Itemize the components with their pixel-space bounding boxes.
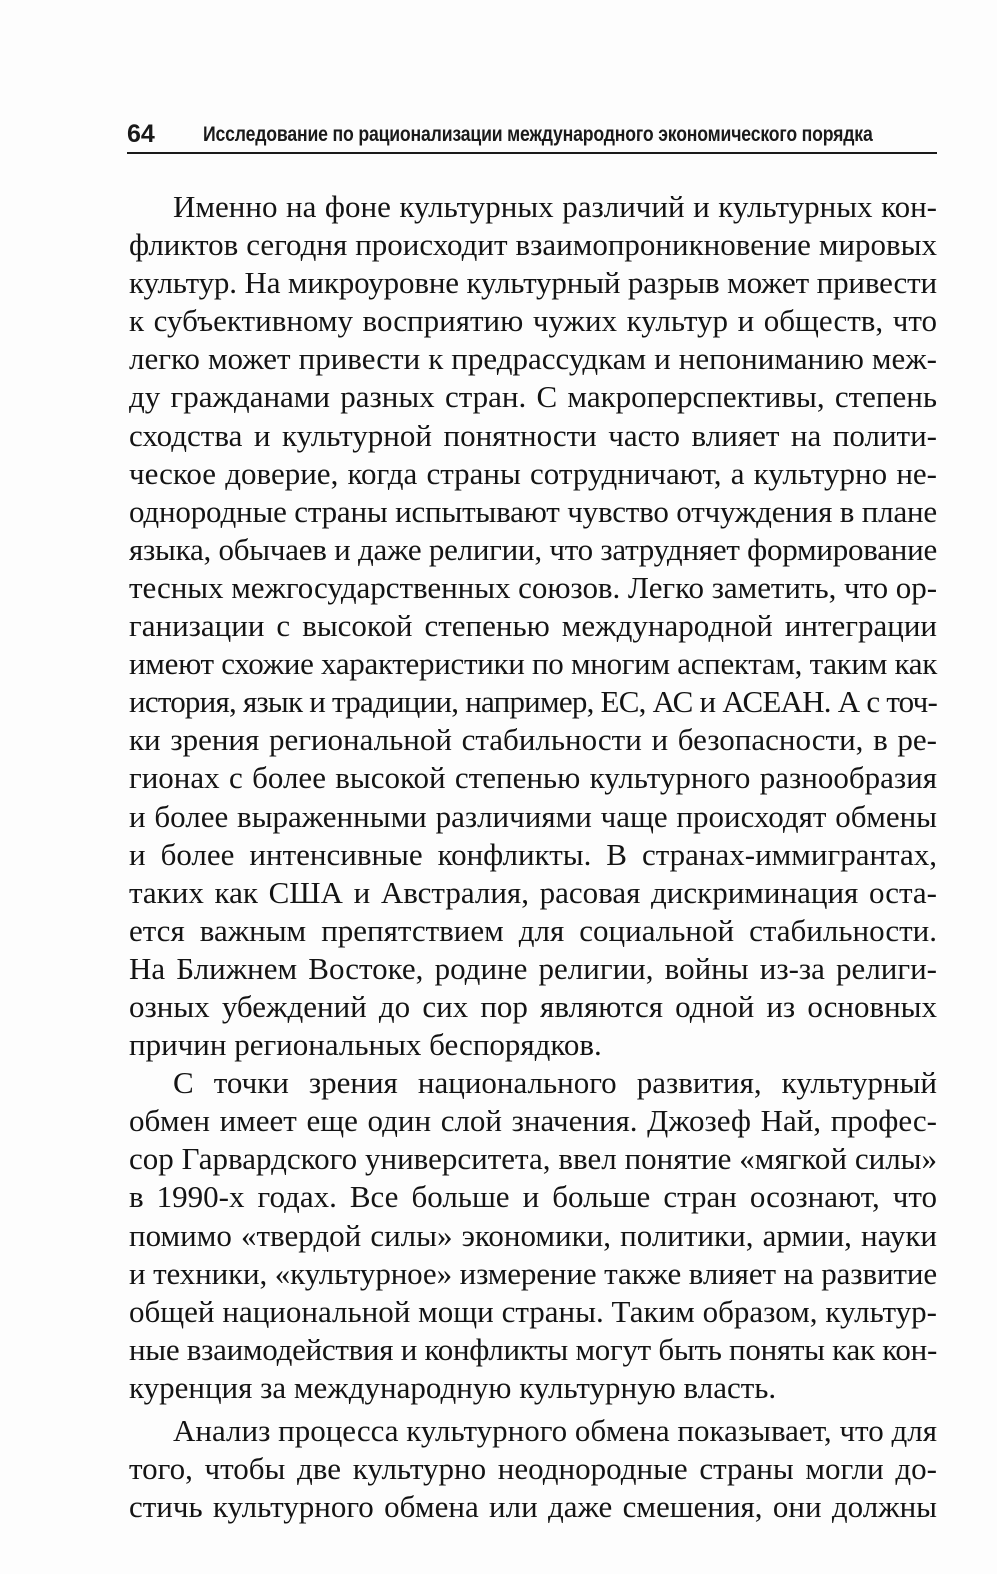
text-line: и техники, «культурное» измерение также влияет на развитие: [129, 1255, 937, 1291]
text-line: имеют схожие характеристики по многим аспектам, таким как: [129, 646, 937, 682]
page-number: 64: [127, 120, 155, 148]
body-text: [129, 188, 937, 1526]
running-header: [127, 112, 937, 154]
text-line: того, чтобы две культурно неоднородные страны могли до-: [129, 1451, 937, 1487]
text-line: обмен имеет еще один слой значения. Джозеф Най, профес-: [129, 1103, 937, 1139]
text-line: однородные страны испытывают чувство отчуждения в плане: [129, 493, 938, 529]
text-line: к субъективному восприятию чужих культур и обществ, что: [129, 303, 937, 339]
text-line: причин региональных беспорядков.: [129, 1027, 602, 1063]
running-title: Исследование по рационализации международного экономического порядка: [203, 123, 873, 146]
text-line: фликтов сегодня происходит взаимопроникновение мировых: [129, 227, 937, 263]
text-line: стичь культурного обмена или даже смешения, они должны: [129, 1489, 937, 1525]
text-line: общей национальной мощи страны. Таким образом, культур-: [129, 1293, 937, 1329]
paragraph-1: [129, 188, 937, 1064]
text-line: Именно на фоне культурных различий и культурных кон-: [173, 189, 937, 224]
text-line: и более выраженными различиями чаще происходят обмены: [129, 798, 937, 834]
text-line: языка, обычаев и даже религии, что затрудняет формирование: [129, 531, 937, 567]
text-line: ганизации с высокой степенью международной интеграции: [129, 608, 937, 644]
text-line: сор Гарвардского университета, ввел понятие «мягкой силы»: [129, 1141, 937, 1177]
text-line: культур. На микроуровне культурный разрыв может привести: [129, 265, 937, 301]
text-line: и более интенсивные конфликты. В странах-иммигрантах,: [129, 836, 937, 872]
text-line: таких как США и Австралия, расовая дискриминация оста-: [129, 874, 937, 910]
text-line: ные взаимодействия и конфликты могут быть поняты как кон-: [129, 1331, 937, 1367]
text-line: На Ближнем Востоке, родине религии, войны из-за религи-: [129, 950, 937, 986]
paragraph-3: [129, 1412, 937, 1526]
text-line: Анализ процесса культурного обмена показывает, что для: [173, 1413, 937, 1448]
text-line: сходства и культурной понятности часто влияет на полити-: [129, 417, 937, 453]
text-line: ду гражданами разных стран. С макроперспективы, степень: [129, 379, 937, 415]
text-line: история, язык и традиции, например, ЕС, АС и АСЕАН. А с точ-: [129, 684, 937, 720]
text-line: в 1990-х годах. Все больше и больше стран осознают, что: [129, 1179, 937, 1215]
text-line: озных убеждений до сих пор являются одной из основных: [129, 988, 937, 1024]
text-line: ки зрения региональной стабильности и безопасности, в ре-: [129, 722, 937, 758]
text-line: ческое доверие, когда страны сотрудничают, а культурно не-: [129, 455, 937, 491]
text-line: тесных межгосударственных союзов. Легко заметить, что ор-: [129, 569, 938, 605]
text-line: помимо «твердой силы» экономики, политики, армии, науки: [129, 1217, 937, 1253]
text-line: С точки зрения национального развития, культурный: [173, 1065, 937, 1101]
text-line: ется важным препятствием для социальной стабильности.: [129, 912, 937, 948]
text-line: куренция за международную культурную власть.: [129, 1369, 777, 1405]
text-line: гионах с более высокой степенью культурного разнообразия: [129, 760, 937, 796]
text-line: легко может привести к предрассудкам и непониманию меж-: [129, 341, 937, 377]
paragraph-2: [129, 1064, 937, 1407]
